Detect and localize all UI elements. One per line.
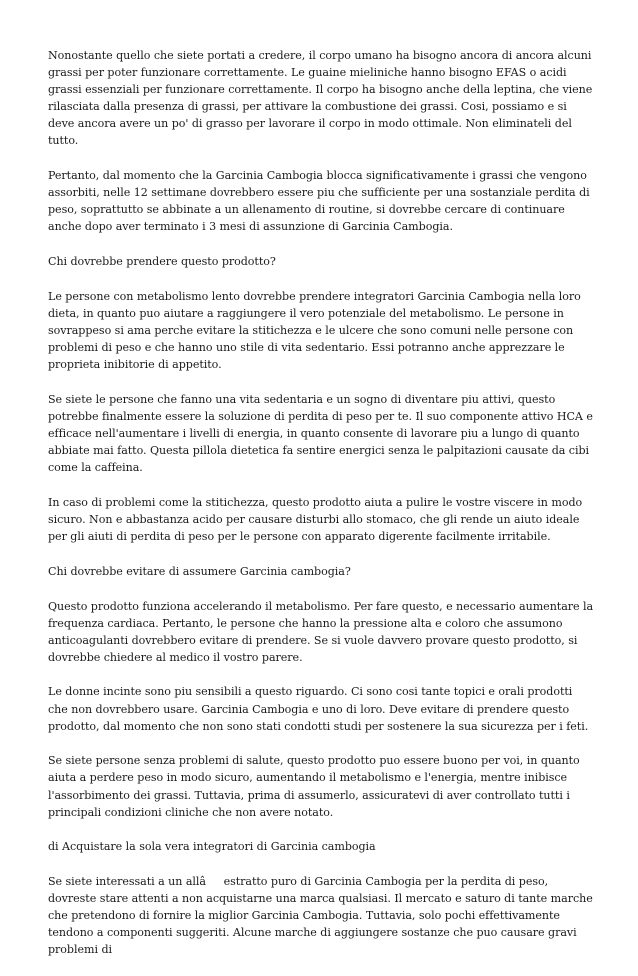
paragraph-constipation: In caso di problemi come la stitichezza, questo prodotto aiuta a pulire le vostre viscere in modo sicuro. Non e abbastanza acido per causare disturbi allo stomaco, che gli rende un aiuto ideale per gli aiuti di perdita di peso per le persone con apparato digerente facilmente irritabile. <box>48 495 583 544</box>
heading-buy-genuine: di Acquistare la sola vera integratori di Garcinia cambogia <box>48 840 376 854</box>
paragraph-healthy-people: Se siete persone senza problemi di salute, questo prodotto puo essere buono per voi, in quanto aiuta a perdere peso in modo sicuro, aumentando il metabolismo e l'energia, mentre inibisce l'assorbimento dei grassi. Tuttavia, prima di assumerlo, assicuratevi di aver controllato tutti i principali condizioni cliniche che non avere notato. <box>48 754 580 819</box>
paragraph-pure-extract: Se siete interessati a un allâestratto puro di Garcinia Cambogia per la perdita di peso, dovreste stare attenti a non acquistarne una marca qualsiasi. Il mercato e saturo di tante marche che pretendono di fornire la miglior Garcinia Cambogia. Tuttavia, solo pochi effettivamente tendono a componenti suggeriti. Alcune marche di aggiungere sostanze che puo causare gravi problemi di <box>48 875 593 957</box>
heading-who-should-take: Chi dovrebbe prendere questo prodotto? <box>48 255 276 269</box>
paragraph-weight-loss-timeline: Pertanto, dal momento che la Garcinia Cambogia blocca significativamente i grassi che vengono assorbiti, nelle 12 settimane dovrebbero essere piu che sufficiente per una sostanziale perdita di peso, soprattutto se abbinate a un allenamento di routine, si dovrebbe cercare di continuare anche dopo aver terminato i 3 mesi di assunzione di Garcinia Cambogia. <box>48 169 590 234</box>
paragraph-sedentary-life: Se siete le persone che fanno una vita sedentaria e un sogno di diventare piu attivi, questo potrebbe finalmente essere la soluzione di perdita di peso per te. Il suo componente attivo HCA e efficace nell'aumentare i livelli di energia, in quanto consente di lavorare piu a lungo di quanto abbiate mai fatto. Questa pillola dietetica fa sentire energici senza le palpitazioni causate da cibi come la caffeina. <box>48 392 593 475</box>
paragraph-heart-rate: Questo prodotto funziona accelerando il metabolismo. Per fare questo, e necessario aumentare la frequenza cardiaca. Pertanto, le persone che hanno la pressione alta e coloro che assumono anticoagulanti dovrebbero evitare di prendere. Se si vuole davvero provare questo prodotto, si dovrebbe chiedere al medico il vostro parere. <box>48 599 594 664</box>
paragraph-fat-necessity: Nonostante quello che siete portati a credere, il corpo umano ha bisogno ancora di ancora alcuni grassi per poter funzionare correttamente. Le guaine mieliniche hanno bisogno EFAS o acidi grassi essenziali per funzionare correttamente. Il corpo ha bisogno anche della leptina, che viene rilasciata dalla presenza di grassi, per attivare la combustione dei grassi. Cosi, possiamo e si deve ancora avere un po' di grasso per lavorare il corpo in modo ottimale. Non eliminateli del tutto. <box>48 49 593 148</box>
heading-who-should-avoid: Chi dovrebbe evitare di assumere Garcinia cambogia? <box>48 564 351 578</box>
document-page <box>48 47 594 976</box>
paragraph-slow-metabolism: Le persone con metabolismo lento dovrebbe prendere integratori Garcinia Cambogia nella loro dieta, in quanto puo aiutare a raggiungere il vero potenziale del metabolismo. Le persone in sovrappeso si ama perche evitare la stitichezza e le ulcere che sono comuni nelle persone con problemi di peso e che hanno uno stile di vita sedentario. Essi potranno anche apprezzare le proprieta inibitorie di appetito. <box>48 289 581 372</box>
paragraph-pregnant-women: Le donne incinte sono piu sensibili a questo riguardo. Ci sono cosi tante topici e orali prodotti che non dovrebbero usare. Garcinia Cambogia e uno di loro. Deve evitare di prendere questo prodotto, dal momento che non sono stati condotti studi per sostenere la sua sicurezza per i feti. <box>48 685 589 733</box>
